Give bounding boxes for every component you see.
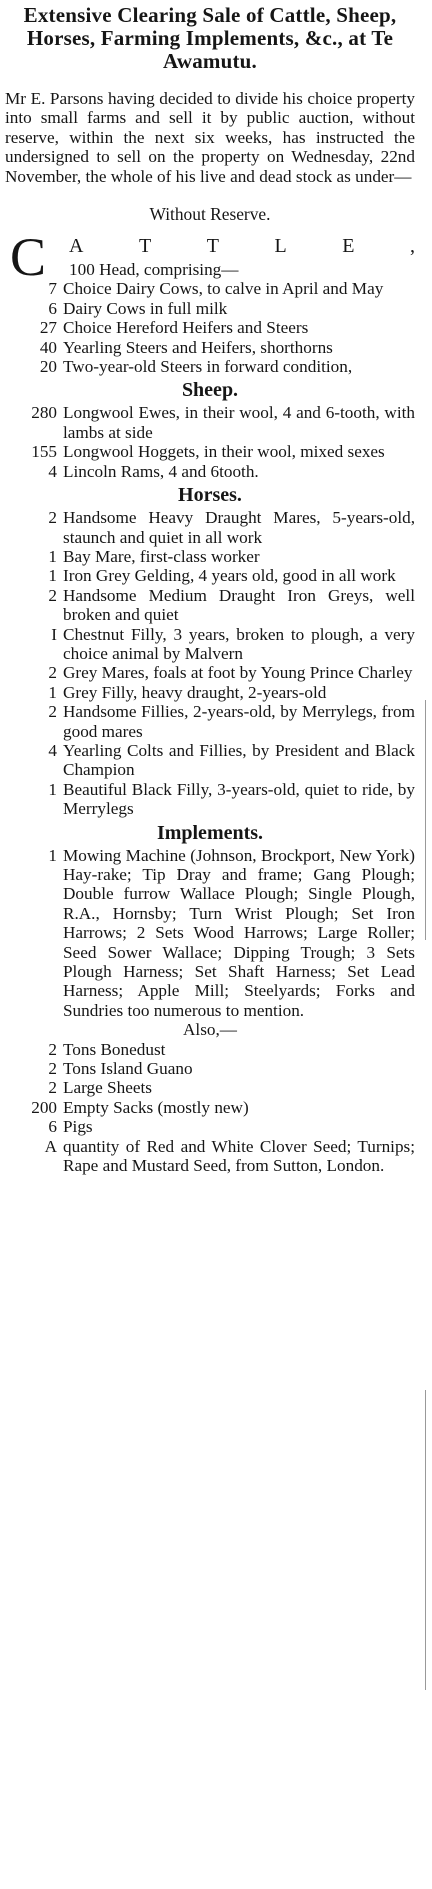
cattle-letter: A bbox=[69, 235, 84, 258]
also-list bbox=[5, 1040, 415, 1176]
cattle-dropcap: C bbox=[10, 227, 47, 288]
list-item bbox=[5, 279, 415, 298]
item-qty: 2 bbox=[48, 1078, 57, 1098]
item-qty: 2 bbox=[48, 663, 57, 683]
cattle-letter: E bbox=[342, 235, 355, 258]
item-qty: A bbox=[44, 1136, 57, 1156]
item-qty: 4 bbox=[48, 461, 57, 481]
list-item bbox=[5, 702, 415, 741]
item-qty: 1 bbox=[48, 845, 57, 865]
item-qty: 1 bbox=[48, 546, 57, 566]
advert-intro: Mr E. Parsons having decided to divide his choice property into small farms and sell it by public auction, without reserve, within the next six weeks, has instructed the undersigned to sell on the property on Wednesday, 22nd November, the whole of his live and dead stock as under— bbox=[5, 89, 415, 186]
item-desc: Choice Dairy Cows, to calve in April and May bbox=[63, 279, 384, 299]
item-qty: 200 bbox=[31, 1097, 57, 1117]
item-desc: Grey Filly, heavy draught, 2-years-old bbox=[63, 682, 327, 702]
item-qty: 2 bbox=[48, 508, 57, 528]
item-qty: 1 bbox=[48, 566, 57, 586]
list-item bbox=[5, 462, 415, 481]
implements-heading: Implements. bbox=[156, 821, 264, 844]
item-desc: Iron Grey Gelding, 4 years old, good in all work bbox=[63, 566, 396, 586]
list-item bbox=[5, 780, 415, 819]
item-qty: 7 bbox=[48, 279, 57, 299]
item-qty: 1 bbox=[48, 779, 57, 799]
item-desc: Grey Mares, foals at foot by Young Prince Charley bbox=[63, 663, 413, 683]
item-desc: Longwool Hoggets, in their wool, mixed sexes bbox=[63, 442, 385, 462]
list-item bbox=[5, 1117, 415, 1136]
list-item bbox=[5, 1059, 415, 1078]
list-item bbox=[5, 741, 415, 780]
list-item bbox=[5, 318, 415, 337]
item-qty: 27 bbox=[39, 318, 57, 338]
item-desc: Pigs bbox=[63, 1117, 93, 1137]
list-item bbox=[5, 586, 415, 625]
cattle-heading-letters bbox=[69, 234, 415, 258]
item-qty: 280 bbox=[31, 403, 57, 423]
item-desc: Tons Island Guano bbox=[63, 1059, 193, 1079]
list-item bbox=[5, 1078, 415, 1097]
item-desc: Yearling Steers and Heifers, shorthorns bbox=[63, 337, 333, 357]
item-desc: Two-year-old Steers in forward condition, bbox=[63, 357, 353, 377]
column-edge-rule bbox=[425, 1390, 426, 1690]
horses-heading: Horses. bbox=[178, 484, 242, 507]
item-qty: 6 bbox=[48, 1117, 57, 1137]
list-item bbox=[5, 299, 415, 318]
list-item bbox=[5, 338, 415, 357]
item-desc: Empty Sacks (mostly new) bbox=[63, 1097, 249, 1117]
item-desc: Chestnut Filly, 3 years, broken to plough, a very choice animal by Malvern bbox=[63, 624, 415, 663]
item-desc: Handsome Fillies, 2-years-old, by Merrylegs, from good mares bbox=[63, 702, 415, 741]
list-item bbox=[5, 1098, 415, 1117]
list-item bbox=[5, 846, 415, 1021]
without-reserve-line: Without Reserve. bbox=[149, 204, 271, 225]
cattle-letter: L bbox=[274, 235, 287, 258]
item-qty: 2 bbox=[48, 585, 57, 605]
item-qty: 155 bbox=[31, 442, 57, 462]
column-edge-rule bbox=[425, 700, 426, 940]
item-desc: Longwool Ewes, in their wool, 4 and 6-tooth, with lambs at side bbox=[63, 403, 415, 442]
cattle-letter: T bbox=[206, 235, 219, 258]
item-qty: 1 bbox=[48, 682, 57, 702]
item-desc: Yearling Colts and Fillies, by President and Black Champion bbox=[63, 740, 415, 780]
list-item bbox=[5, 357, 415, 376]
item-desc: Bay Mare, first-class worker bbox=[63, 546, 260, 566]
item-qty: 4 bbox=[48, 740, 57, 760]
cattle-subheading: 100 Head, comprising— bbox=[69, 260, 239, 280]
list-item bbox=[5, 508, 415, 547]
item-desc: Lincoln Rams, 4 and 6tooth. bbox=[63, 461, 259, 481]
sheep-list bbox=[5, 403, 415, 481]
sheep-heading: Sheep. bbox=[181, 379, 239, 402]
advert-title: Extensive Clearing Sale of Cattle, Sheep, Horses, Farming Implements, &c., at Te Awamutu. bbox=[23, 3, 397, 73]
list-item bbox=[5, 442, 415, 461]
horses-list bbox=[5, 508, 415, 819]
cattle-list bbox=[5, 279, 415, 376]
item-desc: Handsome Medium Draught Iron Greys, well broken and quiet bbox=[63, 585, 415, 625]
item-desc: Mowing Machine (Johnson, Brockport, New York) Hay-rake; Tip Dray and frame; Gang Plough; Double furrow Wallace Plough; Single Plough, R.A., Hornsby; Turn Wrist Plough; Set Iron Harrows; 2 Sets Wood Harrows; Large Roller; Seed Sower Wallace; Dipping Trough; 3 Sets Plough Harness; Set Shaft Harness; Set Lead Harness; Apple Mill; Steelyards; Forks and Sundries too numerous to mention. bbox=[63, 845, 415, 1020]
item-qty: 40 bbox=[39, 337, 57, 357]
item-desc: Choice Hereford Heifers and Steers bbox=[63, 318, 309, 338]
cattle-letter: , bbox=[409, 235, 415, 258]
list-item bbox=[5, 403, 415, 442]
item-qty: 2 bbox=[48, 1059, 57, 1079]
list-item bbox=[5, 625, 415, 664]
list-item bbox=[5, 547, 415, 566]
item-desc: quantity of Red and White Clover Seed; Turnips; Rape and Mustard Seed, from Sutton, London. bbox=[63, 1136, 415, 1176]
item-desc: Dairy Cows in full milk bbox=[63, 298, 228, 318]
advertisement-column bbox=[5, 4, 415, 1176]
item-desc: Large Sheets bbox=[63, 1078, 152, 1098]
cattle-letter: T bbox=[138, 235, 152, 258]
item-qty: 2 bbox=[48, 1039, 57, 1059]
list-item bbox=[5, 1137, 415, 1176]
list-item bbox=[5, 566, 415, 585]
also-line: Also,— bbox=[183, 1020, 237, 1040]
item-desc: Beautiful Black Filly, 3-years-old, quiet to ride, by Merrylegs bbox=[63, 779, 415, 819]
item-qty: I bbox=[51, 624, 57, 644]
item-desc: Handsome Heavy Draught Mares, 5-years-old, staunch and quiet in all work bbox=[63, 508, 415, 547]
item-qty: 20 bbox=[39, 357, 57, 377]
item-qty: 6 bbox=[48, 298, 57, 318]
item-qty: 2 bbox=[48, 702, 57, 722]
list-item bbox=[5, 1040, 415, 1059]
implements-list bbox=[5, 846, 415, 1021]
list-item bbox=[5, 683, 415, 702]
item-desc: Tons Bonedust bbox=[63, 1039, 166, 1059]
list-item bbox=[5, 663, 415, 682]
